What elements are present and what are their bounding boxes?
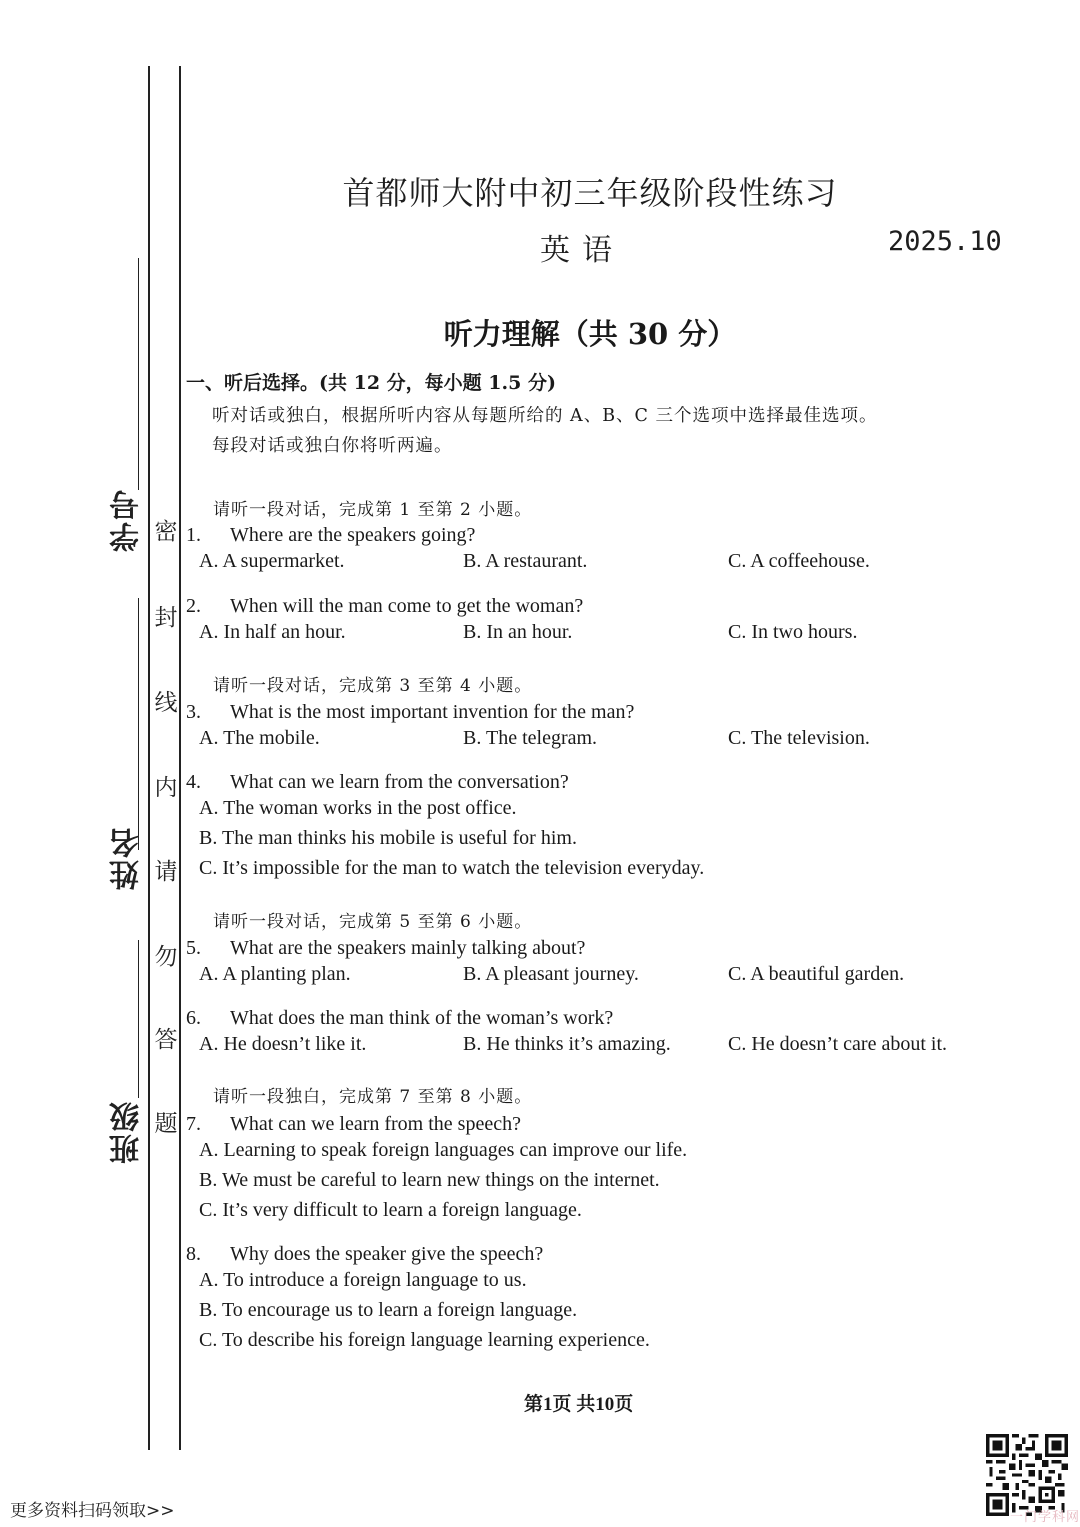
question-8 xyxy=(186,1243,543,1266)
seal-char: 线 xyxy=(154,690,178,716)
seal-char: 题 xyxy=(154,1111,178,1137)
question-number: 8. xyxy=(186,1243,201,1265)
student-id-blank-line xyxy=(138,258,139,490)
question-6 xyxy=(186,1007,613,1030)
question-4 xyxy=(186,771,569,794)
question-text: Why does the speaker give the speech? xyxy=(230,1243,544,1265)
question-number: 6. xyxy=(186,1007,201,1029)
option-c[interactable]: C. It’s very difficult to learn a foreign language. xyxy=(199,1199,582,1221)
seal-char: 勿 xyxy=(154,944,178,970)
option-b[interactable]: B. To encourage us to learn a foreign language. xyxy=(199,1299,578,1321)
watermark: 一门学科网 xyxy=(1010,1510,1080,1525)
option-a[interactable]: A. The woman works in the post office. xyxy=(199,797,517,819)
seal-char: 密 xyxy=(154,519,178,545)
name-blank-line xyxy=(138,598,139,850)
question-number: 4. xyxy=(186,771,201,793)
question-text: What does the man think of the woman’s work? xyxy=(230,1007,614,1029)
option-b[interactable]: B. The man thinks his mobile is useful for him. xyxy=(199,827,577,849)
class-blank-line xyxy=(138,940,139,1098)
class-label: 班级 xyxy=(110,1100,145,1164)
option-c[interactable]: C. He doesn’t care about it. xyxy=(728,1033,948,1055)
group-intro: 请听一段对话，完成第 1 至第 2 小题。 xyxy=(213,500,533,520)
group-intro: 请听一段对话，完成第 3 至第 4 小题。 xyxy=(213,676,533,696)
question-2 xyxy=(186,595,583,618)
question-text: What can we learn from the speech? xyxy=(230,1113,521,1135)
binding-line-outer xyxy=(148,66,150,1450)
question-number: 1. xyxy=(186,524,201,546)
question-number: 3. xyxy=(186,701,201,723)
student-id-label: 学号 xyxy=(110,488,145,552)
option-a[interactable]: A. To introduce a foreign language to us. xyxy=(199,1269,527,1291)
question-number: 5. xyxy=(186,937,201,959)
question-text: What is the most important invention for the man? xyxy=(230,701,635,723)
option-b[interactable]: B. The telegram. xyxy=(463,727,598,749)
option-c[interactable]: C. A beautiful garden. xyxy=(728,963,905,985)
option-b[interactable]: B. A pleasant journey. xyxy=(463,963,639,985)
option-a[interactable]: A. A supermarket. xyxy=(199,550,345,572)
page-indicator: 第1页 共10页 xyxy=(524,1394,634,1415)
group-intro: 请听一段对话，完成第 5 至第 6 小题。 xyxy=(213,912,533,932)
instruction-line: 听对话或独白，根据所听内容从每题所给的 A、B、C 三个选项中选择最佳选项。 xyxy=(212,406,878,426)
question-text: Where are the speakers going? xyxy=(230,524,476,546)
name-label: 姓名 xyxy=(110,826,145,890)
option-a[interactable]: A. Learning to speak foreign languages can improve our life. xyxy=(199,1139,688,1161)
option-c[interactable]: C. The television. xyxy=(728,727,870,749)
exam-date: 2025.10 xyxy=(888,226,1002,257)
option-b[interactable]: B. A restaurant. xyxy=(463,550,588,572)
option-b[interactable]: B. He thinks it’s amazing. xyxy=(463,1033,671,1055)
question-3 xyxy=(186,701,634,724)
question-number: 7. xyxy=(186,1113,201,1135)
question-text: When will the man come to get the woman? xyxy=(230,595,584,617)
promo-link[interactable]: 更多资料扫码领取>> xyxy=(10,1501,175,1521)
option-b[interactable]: B. In an hour. xyxy=(463,621,573,643)
option-c[interactable]: C. To describe his foreign language learning experience. xyxy=(199,1329,650,1351)
option-c[interactable]: C. In two hours. xyxy=(728,621,858,643)
part-title: 听力理解（共 30 分） xyxy=(443,317,737,351)
question-text: What are the speakers mainly talking about? xyxy=(230,937,586,959)
subject-title: 英语 xyxy=(540,233,624,268)
qr-code-icon xyxy=(986,1434,1068,1516)
seal-char: 请 xyxy=(154,859,178,885)
option-a[interactable]: A. A planting plan. xyxy=(199,963,351,985)
group-intro: 请听一段独白，完成第 7 至第 8 小题。 xyxy=(213,1087,533,1107)
seal-char: 内 xyxy=(154,775,178,801)
question-1 xyxy=(186,524,475,547)
instruction-line: 每段对话或独白你将听两遍。 xyxy=(212,436,453,456)
option-a[interactable]: A. In half an hour. xyxy=(199,621,346,643)
section-heading: 一、听后选择。(共 12 分，每小题 1.5 分) xyxy=(186,372,556,394)
option-a[interactable]: A. He doesn’t like it. xyxy=(199,1033,367,1055)
option-c[interactable]: C. It’s impossible for the man to watch the television everyday. xyxy=(199,857,705,879)
binding-line-inner xyxy=(179,66,181,1450)
option-a[interactable]: A. The mobile. xyxy=(199,727,320,749)
question-number: 2. xyxy=(186,595,201,617)
question-text: What can we learn from the conversation? xyxy=(230,771,569,793)
question-5 xyxy=(186,937,585,960)
question-7 xyxy=(186,1113,521,1136)
exam-title: 首都师大附中初三年级阶段性练习 xyxy=(342,174,838,212)
seal-char: 答 xyxy=(154,1027,178,1053)
option-c[interactable]: C. A coffeehouse. xyxy=(728,550,870,572)
option-b[interactable]: B. We must be careful to learn new things on the internet. xyxy=(199,1169,660,1191)
seal-char: 封 xyxy=(154,605,178,631)
